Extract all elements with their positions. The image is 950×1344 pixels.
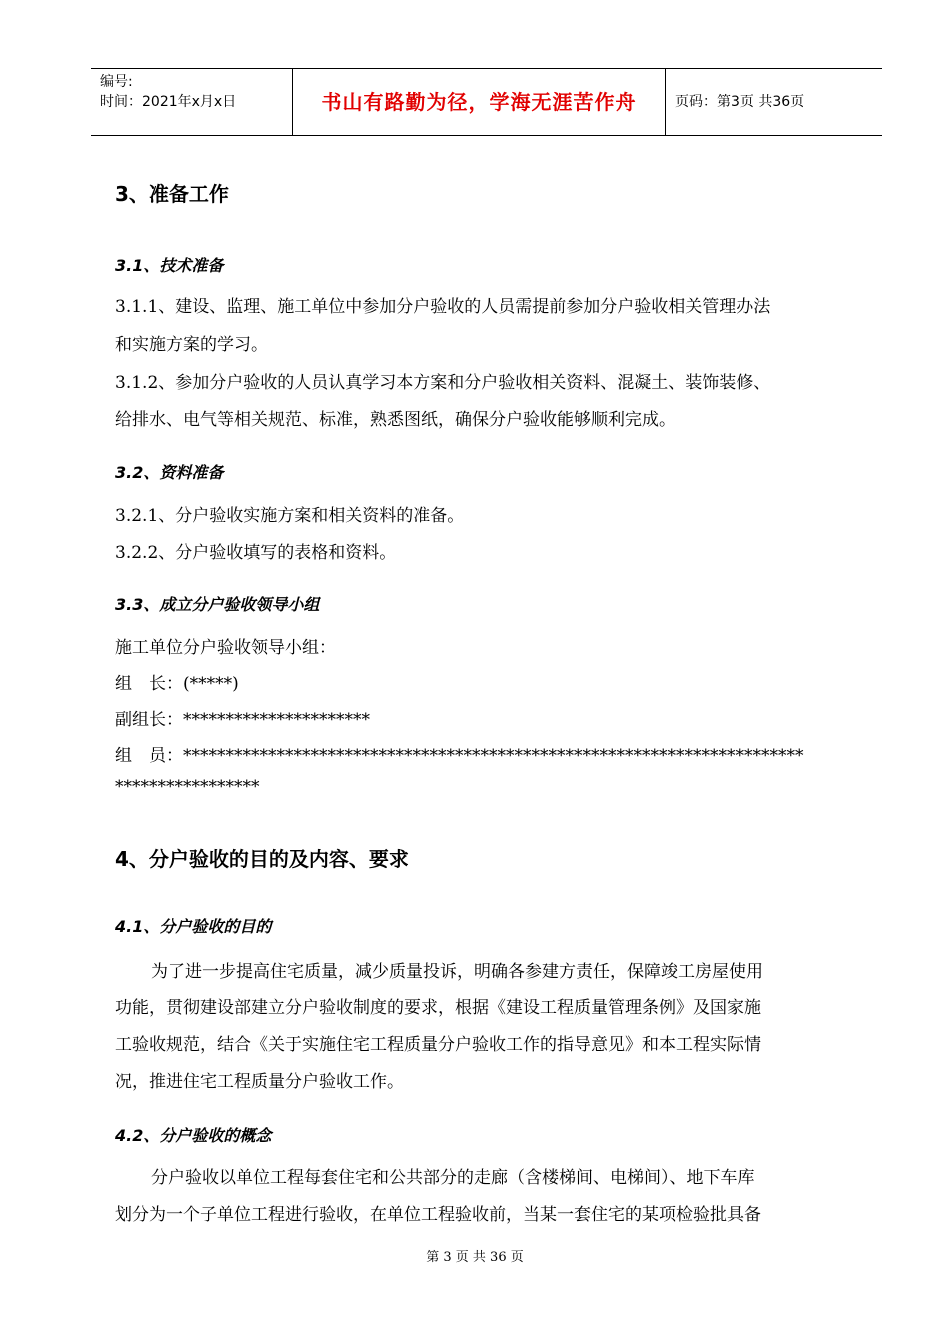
leadership-group-intro: 施工单位分户验收领导小组： — [115, 638, 336, 658]
paragraph-3-1-1-line-1: 3.1.1、建设、监理、施工单位中参加分户验收的人员需提前参加分户验收相关管理办法 — [115, 297, 771, 317]
paragraph-3-1-1-line-2: 和实施方案的学习。 — [115, 335, 268, 355]
header-table — [91, 68, 882, 136]
members-line-1: 组 员：************************************************************************* — [115, 746, 804, 766]
group-leader-line: 组 长：(*****) — [115, 674, 239, 694]
page-number-label: 页码：第3页 共36页 — [675, 94, 805, 110]
paragraph-3-2-2: 3.2.2、分户验收填写的表格和资料。 — [115, 543, 397, 563]
paragraph-3-2-1: 3.2.1、分户验收实施方案和相关资料的准备。 — [115, 506, 465, 526]
paragraph-4-2-line-2: 划分为一个子单位工程进行验收，在单位工程验收前，当某一套住宅的某项检验批具备 — [115, 1205, 761, 1225]
section-4-title: 4、分户验收的目的及内容、要求 — [115, 847, 409, 871]
paragraph-3-1-2-line-1: 3.1.2、参加分户验收的人员认真学习本方案和分户验收相关资料、混凝土、装饰装修、 — [115, 373, 771, 393]
motto-text: 书山有路勤为径，学海无涯苦作舟 — [293, 69, 666, 135]
section-3-1-title: 3.1、技术准备 — [115, 256, 224, 275]
paragraph-4-2-line-1: 分户验收以单位工程每套住宅和公共部分的走廊（含楼梯间、电梯间）、地下车库 — [151, 1168, 755, 1188]
section-3-title: 3、准备工作 — [115, 182, 229, 206]
section-3-3-title: 3.3、成立分户验收领导小组 — [115, 595, 320, 614]
header-meta-cell — [91, 69, 293, 135]
vice-leader-line: 副组长：********************** — [115, 710, 370, 730]
number-label: 编号: — [100, 74, 133, 90]
footer-page-number: 第 3 页 共 36 页 — [426, 1250, 524, 1265]
time-label: 时间：2021年x月x日 — [100, 94, 237, 110]
section-4-2-title: 4.2、分户验收的概念 — [115, 1126, 272, 1145]
paragraph-4-1-line-1: 为了进一步提高住宅质量，减少质量投诉，明确各参建方责任，保障竣工房屋使用 — [151, 962, 763, 982]
section-4-1-title: 4.1、分户验收的目的 — [115, 917, 272, 936]
members-line-2: ***************** — [115, 777, 260, 797]
paragraph-3-1-2-line-2: 给排水、电气等相关规范、标准，熟悉图纸，确保分户验收能够顺利完成。 — [115, 410, 676, 430]
section-3-2-title: 3.2、资料准备 — [115, 463, 224, 482]
paragraph-4-1-line-4: 况，推进住宅工程质量分户验收工作。 — [115, 1072, 404, 1092]
paragraph-4-1-line-2: 功能，贯彻建设部建立分户验收制度的要求，根据《建设工程质量管理条例》及国家施 — [115, 998, 761, 1018]
paragraph-4-1-line-3: 工验收规范，结合《关于实施住宅工程质量分户验收工作的指导意见》和本工程实际情 — [115, 1035, 761, 1055]
